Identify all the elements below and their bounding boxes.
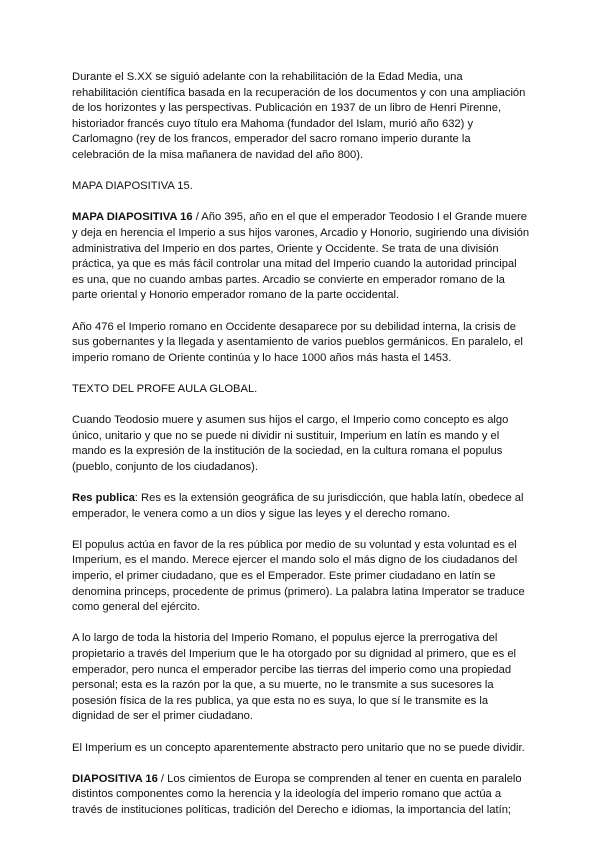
paragraph-text: A lo largo de toda la historia del Imperio Romano, el populus ejerce la prerrogativa del propietario a través del Imperium que le ha otorgado por su dignidad al primero, que es el emperador, pero nunca el emperador percibe las tierras del imperio como una propiedad personal; esta es la razón por la que, a su muerte, no le transmite a sus sucesores la posesión física de la res publica, ya que esta no es suya, lo que sí le transmite es la dignidad de ser el primer ciudadano. [72, 632, 517, 723]
paragraph-text: MAPA DIAPOSITIVA 15. [72, 180, 193, 193]
paragraph-res-publica [72, 491, 530, 522]
paragraph-historia-imperio [72, 631, 530, 725]
paragraph-mapa-diapositiva-16 [72, 210, 530, 304]
bold-heading: DIAPOSITIVA 16 [72, 772, 158, 785]
paragraph-ano-476 [72, 320, 530, 367]
bold-heading: Res publica [72, 492, 135, 505]
bold-heading: MAPA DIAPOSITIVA 16 [72, 211, 193, 224]
paragraph-text: / Los cimientos de Europa se comprenden al tener en cuenta en paralelo distintos componentes como la herencia y la ideología del imperio romano que actúa a través de instituciones políticas, tradición del Derecho e idiomas, la importancia del latín; [72, 772, 522, 816]
heading-texto-profe [72, 382, 530, 398]
heading-mapa-diapositiva-15 [72, 179, 530, 195]
paragraph-text: Año 476 el Imperio romano en Occidente desaparece por su debilidad interna, la crisis de sus gobernantes y la llegada y asentamiento de varios pueblos germánicos. En paralelo, el imperio romano de Oriente continúa y lo hace 1000 años más hasta el 1453. [72, 320, 523, 364]
paragraph-text: / Año 395, año en el que el emperador Teodosio I el Grande muere y deja en herencia el Imperio a sus hijos varones, Arcadio y Honorio, sugiriendo una división administrativa del Imperio en dos partes, Oriente y Occidente. Se trata de una división práctica, ya que es más fácil controlar una mitad del Imperio cuando la autoridad principal es una, que no cuando ambas partes. Arcadio se convierte en emperador romano de la parte oriental y Honorio emperador romano de la parte occidental. [72, 211, 530, 302]
document-body [72, 70, 530, 834]
paragraph-text: El populus actúa en favor de la res pública por medio de su voluntad y esta voluntad es el Imperium, es el mando. Merece ejercer el mando solo el más digno de los ciudadanos del imperio, el primer ciudadano, que es el Emperador. Este primer ciudadano en latín se denomina princeps, procedente de primus (primero). La palabra latina Imperator se traduce como general del ejército. [72, 538, 525, 614]
paragraph-teodosio [72, 413, 530, 475]
paragraph-text: Durante el S.XX se siguió adelante con la rehabilitación de la Edad Media, una rehabilitación científica basada en la recuperación de los documentos y con una ampliación de los horizontes y las perspectivas. Publicación en 1937 de un libro de Henri Pirenne, historiador francés cuyo título era Mahoma (fundador del Islam, murió año 632) y Carlomagno (rey de los francos, emperador del sacro romano imperio durante la celebración de la misa mañanera de navidad del año 800). [72, 71, 526, 161]
paragraph-text: Cuando Teodosio muere y asumen sus hijos el cargo, el Imperio como concepto es algo único, unitario y que no se puede ni dividir ni sustituir, Imperium en latín es mando y el mando es la expresión de la institución de la sociedad, en la cultura romana el populus (pueblo, conjunto de los ciudadanos). [72, 414, 509, 473]
paragraph-pirenne [72, 70, 530, 164]
paragraph-text: TEXTO DEL PROFE AULA GLOBAL. [72, 382, 258, 395]
paragraph-text: : Res es la extensión geográfica de su jurisdicción, que habla latín, obedece al emperador, le venera como a un dios y sigue las leyes y el derecho romano. [72, 492, 524, 520]
paragraph-diapositiva-16 [72, 772, 530, 819]
paragraph-text: El Imperium es un concepto aparentemente abstracto pero unitario que no se puede dividir. [72, 741, 525, 754]
paragraph-imperium [72, 741, 530, 757]
paragraph-populus [72, 538, 530, 616]
